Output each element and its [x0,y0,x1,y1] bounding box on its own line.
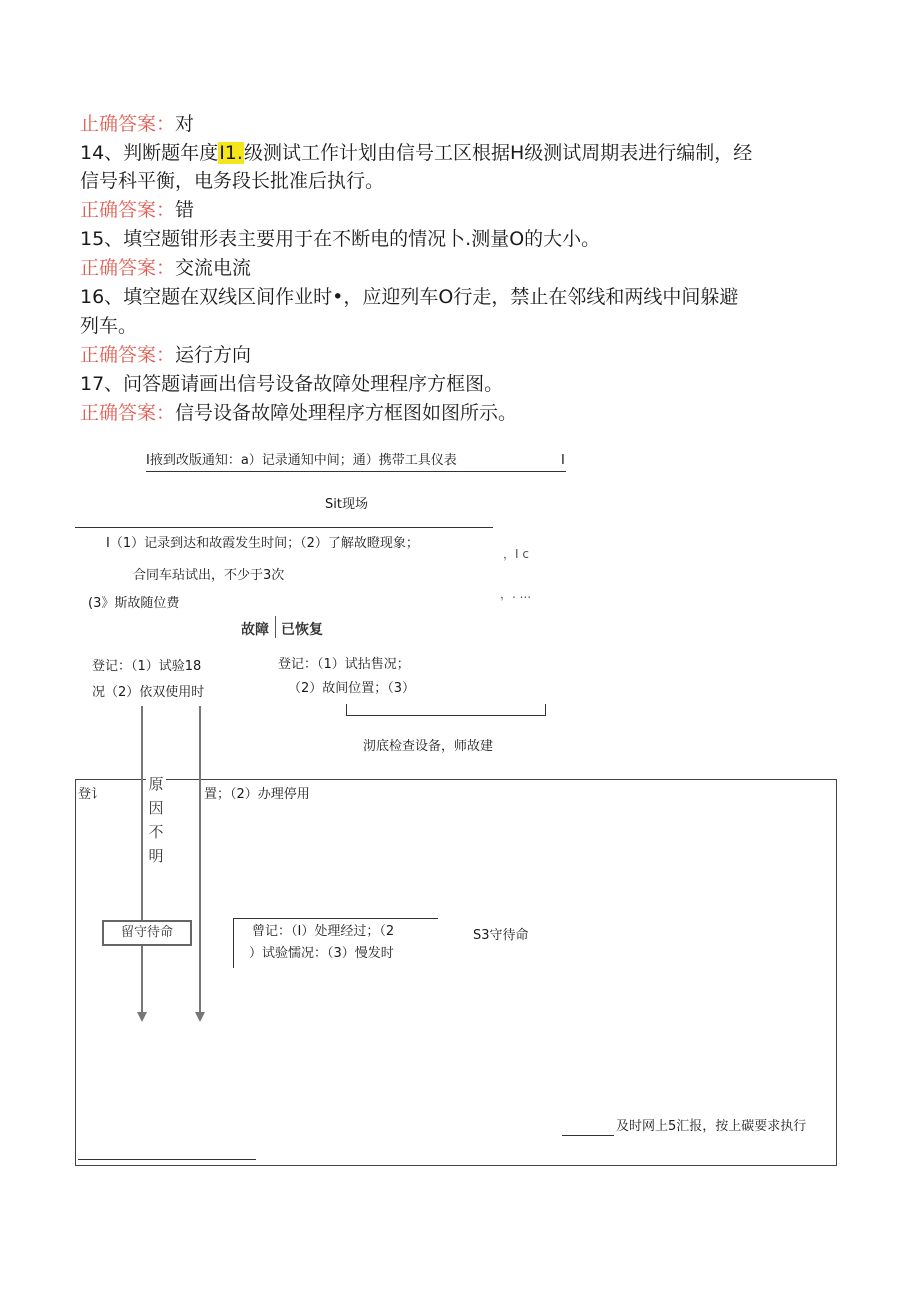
answer-label: 正确答案： [80,257,176,279]
answer-label: 止确答案： [80,113,176,135]
arrow-head [195,1012,205,1022]
flow-step-arrive-site: Sit现场 [325,497,368,512]
question-17: 17、问答题请画出信号设备故障处理程序方框图。 [80,373,504,395]
divider [562,1135,614,1136]
answer-15 [80,254,251,282]
cause-unknown-char: 因 [146,796,166,820]
left-register-line2: 况（2）依双使用时 [92,685,205,700]
answer-value: 运行方向 [175,344,252,366]
flow-step-record-line1: I（1）记录到达和故霞发生时间；（2）了解故瞪现象； [106,536,419,551]
box-line1-end: 置；（2）办理停用 [204,787,310,802]
answer-17 [80,399,517,427]
cause-unknown-char: 原 [146,772,166,796]
highlighted-text: I1. [219,142,243,164]
divider [78,1159,256,1160]
flow-arrow-left [141,706,143,1012]
answer-value: 信号设备故障处理程序方框图如图所示。 [175,402,518,424]
divider [75,527,493,528]
answer-16 [80,341,251,369]
side-dots: ，. ... [500,587,532,601]
side-dots: ，I c [503,547,529,561]
question-16-line2: 列车。 [80,315,138,337]
question-text: 级测试工作计划由信号工区根据H级测试周期表进行编制，经 [243,142,753,164]
answer-label: 正确答案： [80,344,176,366]
question-14 [80,139,752,167]
check-equipment: 沏底检查设备，师故建 [363,739,494,754]
bracket [233,918,438,919]
bracket [233,918,234,968]
right-register-line2: （2）故间位置；（3） [288,681,416,696]
record-line1: 曾记：（I）处理经过；（2 [252,924,395,939]
bracket [545,704,546,716]
cause-unknown-char: 明 [146,844,166,868]
question-text: 年度 [180,142,219,164]
flow-arrow-right [199,706,201,1012]
answer-label: 正确答案： [80,402,176,424]
restored-label: 已恢复 [281,622,323,638]
bracket [346,715,546,716]
flow-step-record-line3: (3》斯故随位费 [88,596,180,611]
answer-14 [80,196,194,224]
fault-label: 故障 [241,622,269,638]
question-number: 14、判断题 [80,142,181,164]
cause-unknown-char: 不 [146,820,166,844]
question-16: 16、填空题在双线区间作业时•，应迎列车O行走，禁止在邻线和两线中间躲避 [80,286,739,308]
standby-label: S3守待命 [473,928,529,943]
right-register-line1: 登记：（1）试拈售况； [278,657,410,672]
divider [146,471,566,472]
arrow-head [137,1012,147,1022]
flow-step-receive-notice-end: I [561,453,565,468]
fault-divider [275,616,276,638]
answer-label: 正确答案： [80,199,176,221]
process-box [75,779,837,1166]
flow-step-receive-notice: I掖到改版通知：a）记录通知中间；通）携带工具仪表 [146,453,457,468]
left-register-line1: 登记：（1）试验18 [92,659,202,674]
answer-value: 交流电流 [175,257,252,279]
report-text: 及时网上5汇报，按上碳要求执行 [616,1119,807,1134]
flow-step-record-line2: 合同车玷试出，不少于3次 [133,568,285,583]
question-14-line2: 信号科平衡，电务段长批准后执行。 [80,170,385,192]
stay-standby-box: 留守待命 [102,920,192,946]
record-line2: ）试验懦况：（3）慢发时 [249,946,394,961]
answer-13 [80,110,194,138]
answer-value: 对 [175,113,195,135]
question-15: 15、填空题钳形表主要用于在不断电的情况卜.测量O的大小。 [80,228,601,250]
answer-value: 错 [175,199,195,221]
box-line1-start: 登讠 [78,787,105,802]
